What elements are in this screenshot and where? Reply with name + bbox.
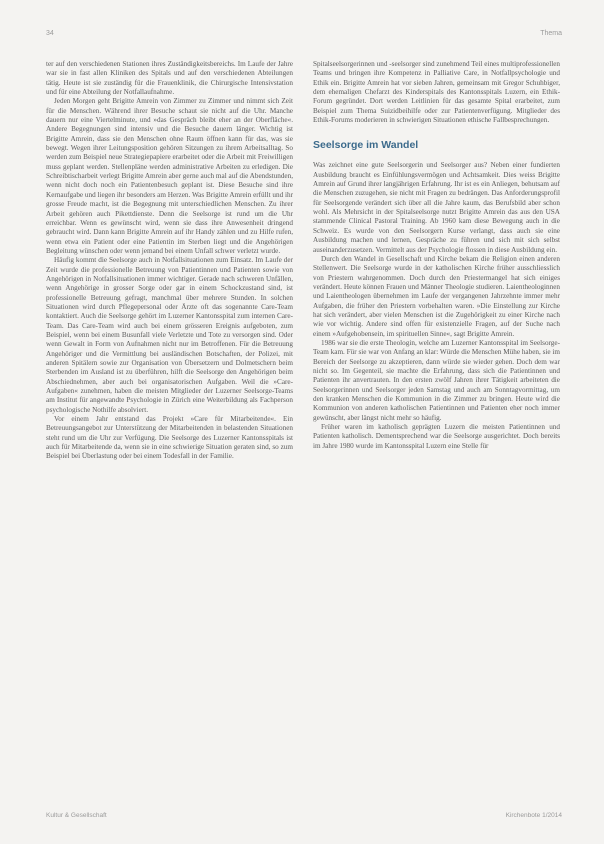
paragraph: 1986 war sie die erste Theologin, welche am Luzerner Kantonsspital im Seelsorge-Team kam. Für sie war von Anfang an klar: Würde die Menschen Mühe haben, sie im Bereich der Seelsorge zu akzeptieren, dann würde sie wieder gehen. Doch dem war nicht so. Im Gegenteil, sie machte die Erfahrung, dass sich die Patientinnen und Patienten ihr anvertrauten. In den ersten zwölf Jahren ihrer Tätigkeit arbeiteten die Seelsorgerinnen und Seelsorger jeden Samstag und auch am Sonntagvormittag, um den kranken Menschen die Kommunion in die Zimmer zu bringen. Heute wird die Kommunion von anderen katholischen Patientinnen und Patienten eher noch immer gewünscht, aber längst nicht mehr so häufig. [313,338,560,422]
section-heading: Seelsorge im Wandel [313,139,419,152]
right-column [313,60,560,451]
paragraph: Was zeichnet eine gute Seelsorgerin und Seelsorger aus? Neben einer fundierten Ausbildung braucht es Einfühlungsvermögen und Achtsamkeit. Dies weiss Brigitte Amrein auf Grund ihrer langjährigen Erfahrung. Ihr ist es ein Anliegen, behutsam auf die Menschen zuzugehen, sie nicht mit Fragen zu bedrängen. Das Anforderungsprofil für Seelsorgende verändert sich über all die Jahre kaum, das Berufsbild aber schon wohl. Als Mehrsicht in der Spitalseelsorge nutzt Brigitte Amrein das aus den USA stammende Clinical Pastoral Training. Ab 1960 kam diese Bewegung auch in die Schweiz. Es wurde von den Seelsorgern Kurse verlangt, dass auch sie eine Ausbildung machen und lernen, Gespräche zu führen und sich mit sich selbst auseinanderzusetzen. Vermittelt aus der Psychologie flossen in diese Ausbildung ein. [313,161,560,254]
left-column [46,60,293,462]
paragraph: Durch den Wandel in Gesellschaft und Kirche bekam die Religion einen anderen Stellenwert. Die Seelsorge wurde in der katholischen Kirche früher ausschliesslich von Priestern wahrgenommen. Doch durch den Priestermangel hat sich einiges verändert. Heute können Frauen und Männer Theologie studieren. Laientheologinnen und Laientheologen übernehmen im Laufe der vergangenen Jahrzehnte immer mehr Aufgaben, die früher den Priestern vorbehalten waren. »Die Einstellung zur Kirche hat sich verändert, aber vielen Menschen ist die Zugehörigkeit zu einer Kirche nach wie vor wichtig. Andere sind offen für existenzielle Fragen, auf der Suche nach einem »Aufgehobensein, im spirituellen Sinne«, sagt Brigitte Amrein. [313,254,560,338]
footer-right: Kirchenbote 1/2014 [505,812,562,819]
paragraph: ter auf den verschiedenen Stationen ihres Zuständigkeitsbereichs. Im Laufe der Jahre war sie in fast allen Kliniken des Spitals und auf den verschiedenen Abteilungen tätig. Heute ist sie zuständig für die Frauenklinik, die Chirurgische Intensivstation und für eine Abteilung der Notfallaufnahme. [46,60,293,97]
section-label: Thema [540,30,562,37]
paragraph: Jeden Morgen geht Brigitte Amrein von Zimmer zu Zimmer und nimmt sich Zeit für die Menschen. Während ihrer Besuche schaut sie nicht auf die Uhr. Manche dauern nur eine Viertelminute, und »das Gespräch bleibt eher an der Oberfläche«. Andere Begegnungen sind intensiv und die Besuche dauern länger. Wichtig ist Brigitte Amrein, dass sie den Menschen ohne Raum öffnen kann für das, was sie bewegt. Wegen ihrer Leitungsposition gehören Sitzungen zu ihrem Arbeitsalltag. So werden zum Beispiel neue Strategiepapiere erarbeitet oder die Arbeit mit Freiwilligen muss geplant werden. Stellenpläne werden administrative Arbeiten zu erledigen. Die Schreibtischarbeit verlegt Brigitte Amrein aber gerne auch mal auf die Abendstunden, wenn nicht doch noch ein Patientenbesuch geplant ist. Diese Besuche sind ihre Kernaufgabe und liegen ihr besonders am Herzen. Was Brigitte Amrein erfüllt und ihr grosse Freude macht, ist die Begegnung mit unterschiedlichen Menschen. Zu ihrer Arbeit gehören auch Pikettdienste. Denn die Seelsorge ist rund um die Uhr erreichbar. Wenn es gewünscht wird, wenn sie dass ihre Anwesenheit dringend gebraucht wird. Dann kann Brigitte Amrein auf ihr Handy zählen und zu Hilfe rufen, wenn etwa ein Patient oder eine Patientin im Sterben liegt und die Angehörigen Begleitung wünschen oder wenn jemand bei einem Unfall schwer verletzt wurde. [46,97,293,255]
page-number: 34 [46,30,54,37]
paragraph: Vor einem Jahr entstand das Projekt »Care für Mitarbeitende«. Ein Betreuungsangebot zur Unterstützung der Mitarbeitenden in belastenden Situationen steht rund um die Uhr zur Verfügung. Die Seelsorge des Luzerner Kantonsspitals ist auch für Mitarbeitende da, wenn sie in eine schwierige Situation geraten sind, so zum Beispiel bei Überlastung oder bei einem Todesfall in der Familie. [46,415,293,461]
paragraph: Früher waren im katholisch geprägten Luzern die meisten Patientinnen und Patienten katholisch. Dementsprechend war die Seelsorge ausgerichtet. Doch bereits im Jahre 1980 wurde im Kantonsspital Luzern eine Stelle für [313,423,560,450]
footer-left: Kultur & Gesellschaft [46,812,107,819]
paragraph: Häufig kommt die Seelsorge auch in Notfallsituationen zum Einsatz. Im Laufe der Zeit wurde die professionelle Betreuung von Patientinnen und Patienten sowie von Angehörigen in Notfallsituationen immer wichtiger. Gerade nach schweren Unfällen, wenn Angehörige in grosser Sorge oder gar in einem Schockzustand sind, ist professionelle Betreuung gefragt, manchmal über mehrere Stunden. In solchen Situationen wird durch Pflegepersonal oder Ärzte oft das sogenannte Care-Team kontaktiert. Auch die Seelsorge gehört im Luzerner Kantonsspital zum internen Care-Team. Das Care-Team wird auch bei einem grösseren Ereignis aufgeboten, zum Beispiel, wenn bei einem Busunfall viele Verletzte und Tote zu versorgen sind. Oder wenn Gewalt in Form von Aufnahmen nicht nur im Betroffenen. Für die Betreuung Angehöriger und die Vermittlung bei ausländischen Botschaften, der Polizei, mit anderen Spitälern sowie zur Organisation von Übersetzern und Dolmetschern beim Sterbenden im Ausland ist zu überführen, hilft die Seelsorge den Angehörigen beim Abschiednehmen, aber auch bei organisatorischen Aufgaben. Weil die »Care-Aufgaben« zunehmen, haben die meisten Mitglieder der Luzerner Seelsorge-Teams am Institut für angewandte Psychologie in Zürich eine Weiterbildung als Fachperson psychologische Nothilfe absolviert. [46,256,293,414]
paragraph: Spitalseelsorgerinnen und -seelsorger sind zunehmend Teil eines multiprofessionellen Teams und bringen ihre Kompetenz in Palliative Care, in Notfallpsychologie und Ethik ein. Brigitte Amrein hat vor sieben Jahren, gemeinsam mit Gregor Schuhbiger, dem ehemaligen Chefarzt des Kinderspitals des Kantonsspitals Luzern, ein Ethik-Forum gegründet. Dort werden Leitlinien für das gesamte Spital erarbeitet, zum Beispiel zum Thema Suizidbeihilfe oder zur Patientenverfügung. Mitglieder des Ethik-Forums moderieren in schwierigen Situationen ethische Fallbesprechungen. [313,60,560,125]
